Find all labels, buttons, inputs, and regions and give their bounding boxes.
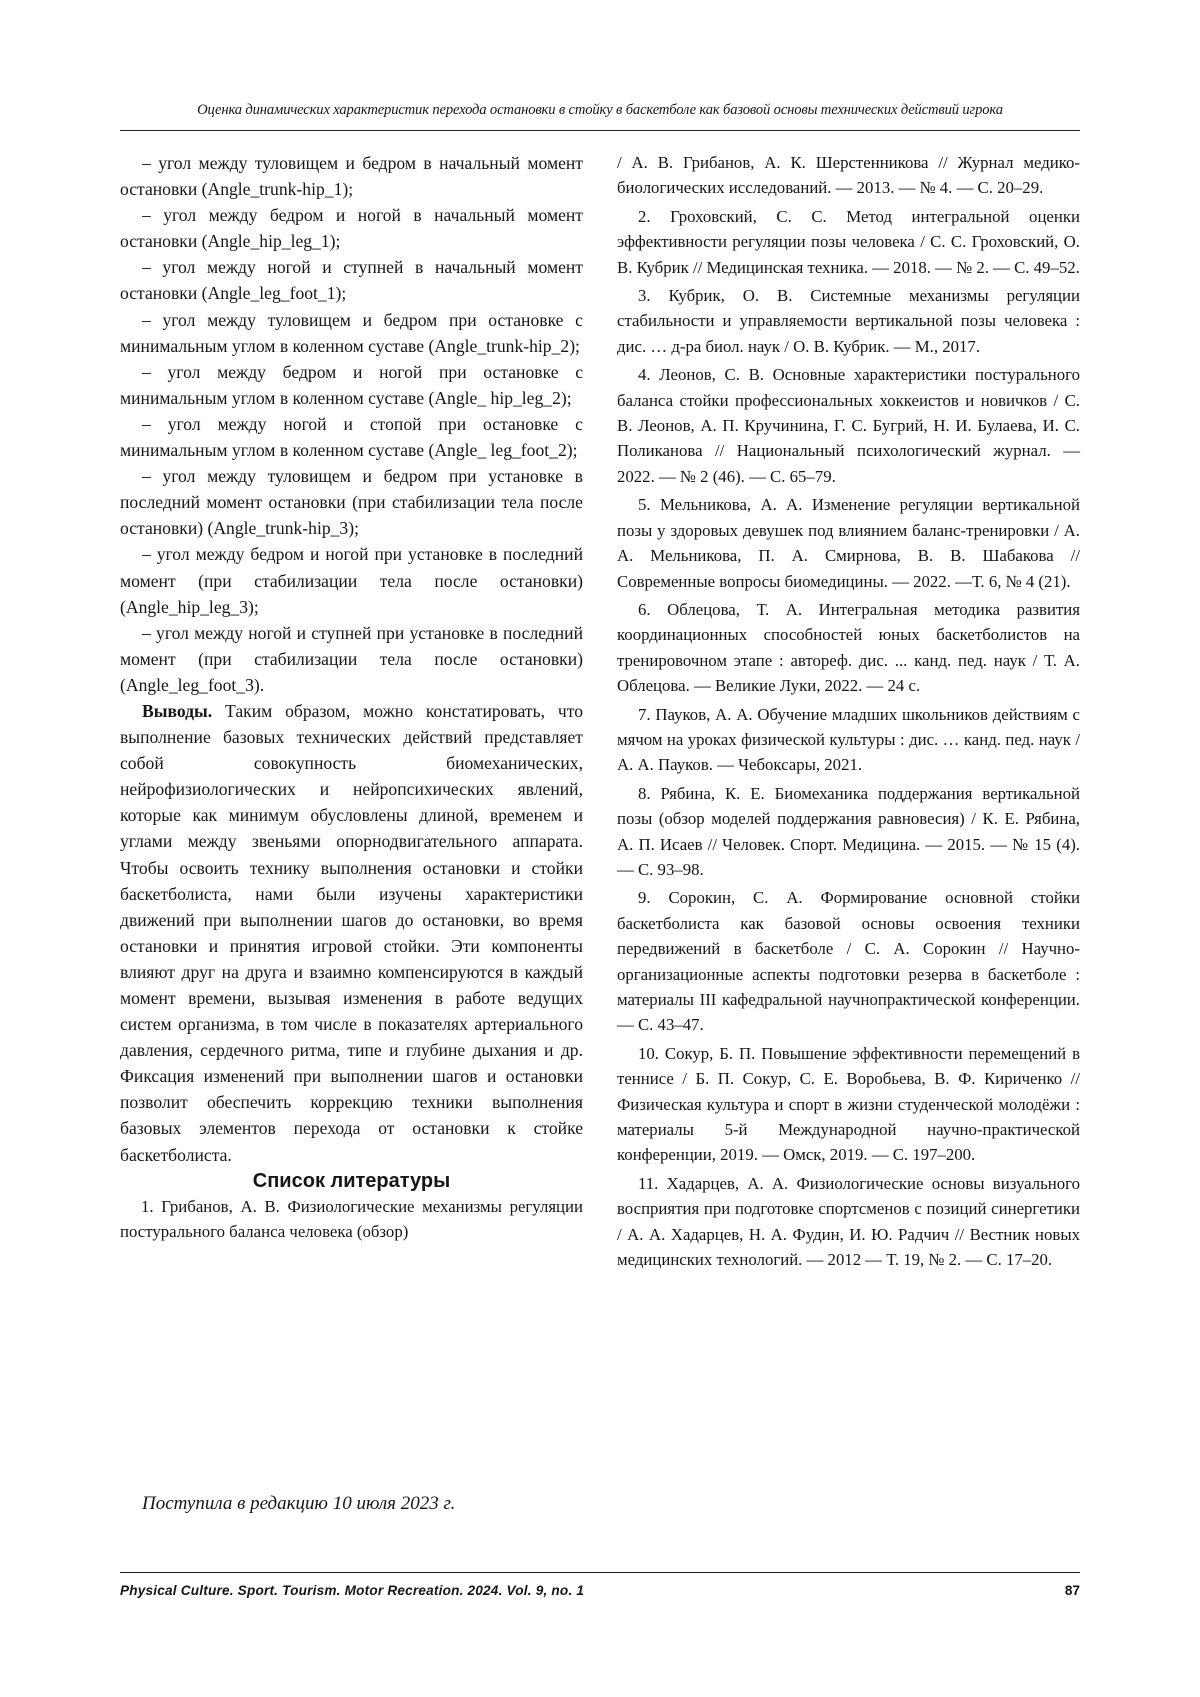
reference-item: 6. Облецова, Т. А. Интегральная методика развития координационных способностей юных баскетболистов на тренировочном этапе : автореф. дис. ... канд. пед. наук / Т. А. Облецова. — Великие Луки, 2022. — 24 с. — [617, 599, 1080, 696]
reference-item: 8. Рябина, К. Е. Биомеханика поддержания вертикальной позы (обзор моделей поддержания равновесия) / К. Е. Рябина, А. П. Исаев // Человек. Спорт. Медицина. — 2015. — № 15 (4). — С. 93–98. — [617, 783, 1080, 879]
reference-item: 9. Сорокин, С. А. Формирование основной стойки баскетболиста как базовой основы освоения техники передвижений в баскетболе / С. А. Сорокин // Научно-организационные аспекты подготовки резерва в баскетболе : материалы III кафедральной научнопрактической конференции. — С. 43–47. — [617, 888, 1080, 1035]
angle-item: – угол между туловищем и бедром в начальный момент остановки (Angle_trunk-hip_1); — [120, 153, 583, 200]
reference-item: 4. Леонов, С. В. Основные характеристики постурального баланса стойки профессиональных хоккеистов и новичков / С. В. Леонов, А. П. Кручинина, Г. С. Бугрий, Н. И. Булаева, И. С. Поликанова // Национальный психологический журнал. — 2022. — № 2 (46). — С. 65–79. — [617, 365, 1080, 486]
angle-item: – угол между бедром и ногой при установке в последний момент (при стабилизации тела после остановки) (Angle_hip_leg_3); — [120, 544, 583, 617]
page-number: 87 — [1064, 1583, 1080, 1598]
conclusion-label: Выводы. — [142, 700, 213, 721]
angle-item: – угол между туловищем и бедром при установке в последний момент остановки (при стабилизации тела после остановки) (Angle_trunk-hip_3); — [120, 466, 583, 539]
reference-item: 1. Грибанов, А. В. Физиологические механизмы регуляции постурального баланса человека (обзор) — [120, 1196, 583, 1242]
angle-item: – угол между бедром и ногой при остановке с минимальным углом в коленном суставе (Angle_ hip_leg_2); — [120, 361, 583, 408]
header-rule — [120, 130, 1080, 131]
left-column — [120, 150, 583, 1245]
received-date: Поступила в редакцию 10 июля 2023 г. — [142, 1493, 456, 1514]
right-column — [617, 150, 1080, 1275]
reference-continuation: / А. В. Грибанов, А. К. Шерстенникова // Журнал медико-биологических исследований. — 2013. — № 4. — С. 20–29. — [617, 153, 1080, 198]
conclusion-paragraph — [120, 698, 583, 1168]
conclusion-text: Таким образом, можно констатировать, что выполнение базовых технических действий представляет собой совокупность биомеханических, нейрофизиологических и нейропсихических явлений, которые как минимум обусловлены длиной, временем и углами между звеньями опорнодвигательного аппарата. Чтобы освоить технику выполнения остановки и стойки баскетболиста, нами были изучены характеристики движений при выполнении шагов до остановки, во время остановки и принятия игровой стойки. Эти компоненты влияют друг на друга и взаимно компенсируются в каждый момент времени, вызывая изменения в работе ведущих систем организма, в том числе в показателях артериального давления, сердечного ритма, типе и глубине дыхания и др. Фиксация изменений при выполнении шагов и остановки позволит обеспечить коррекцию техники выполнения базовых элементов перехода от остановки к стойке баскетболиста. — [120, 700, 583, 1165]
footer-journal: Physical Culture. Sport. Tourism. Motor Recreation. 2024. Vol. 9, no. 1 — [120, 1583, 585, 1598]
running-head: Оценка динамических характеристик перехода остановки в стойку в баскетболе как базовой основы технических действий игрока — [197, 102, 1003, 118]
references-heading: Список литературы — [252, 1169, 451, 1192]
angle-item: – угол между ногой и ступней в начальный момент остановки (Angle_leg_foot_1); — [120, 257, 583, 304]
reference-item: 2. Гроховский, С. С. Метод интегральной оценки эффективности регуляции позы человека / С. С. Гроховский, О. В. Кубрик // Медицинская техника. — 2018. — № 2. — С. 49–52. — [617, 206, 1080, 277]
reference-item: 10. Сокур, Б. П. Повышение эффективности перемещений в теннисе / Б. П. Сокур, С. Е. Воробьева, В. Ф. Кириченко // Физическая культура и спорт в жизни студенческой молодёжи : материалы 5-й Международной научно-практической конференции, 2019. — Омск, 2019. — С. 197–200. — [617, 1043, 1080, 1165]
reference-item: 3. Кубрик, О. В. Системные механизмы регуляции стабильности и управляемости вертикальной позы человека : дис. … д-ра биол. наук / О. В. Кубрик. — М., 2017. — [617, 286, 1080, 356]
reference-item: 11. Хадарцев, А. А. Физиологические основы визуального восприятия при подготовке спортсменов с позиций синергетики / А. А. Хадарцев, Н. А. Фудин, И. Ю. Радчич // Вестник новых медицинских технологий. — 2012 — Т. 19, № 2. — С. 17–20. — [617, 1173, 1080, 1270]
reference-item: 7. Пауков, А. А. Обучение младших школьников действиям с мячом на уроках физической культуры : дис. … канд. пед. наук / А. А. Пауков. — Чебоксары, 2021. — [617, 704, 1080, 775]
angle-item: – угол между ногой и стопой при остановке с минимальным углом в коленном суставе (Angle_ leg_foot_2); — [120, 413, 583, 461]
angle-item: – угол между ногой и ступней при установке в последний момент (при стабилизации тела после остановки) (Angle_leg_foot_3). — [120, 622, 583, 695]
angle-item: – угол между туловищем и бедром при остановке с минимальным углом в коленном суставе (Angle_trunk-hip_2); — [120, 309, 583, 356]
angle-item: – угол между бедром и ногой в начальный момент остановки (Angle_hip_leg_1); — [120, 205, 583, 252]
reference-item: 5. Мельникова, А. А. Изменение регуляции вертикальной позы у здоровых девушек под влиянием баланс-тренировки / А. А. Мельникова, П. А. Смирнова, В. В. Шабакова // Современные вопросы биомедицины. — 2022. —Т. 6, № 4 (21). — [617, 495, 1080, 591]
footer-rule — [120, 1572, 1080, 1573]
